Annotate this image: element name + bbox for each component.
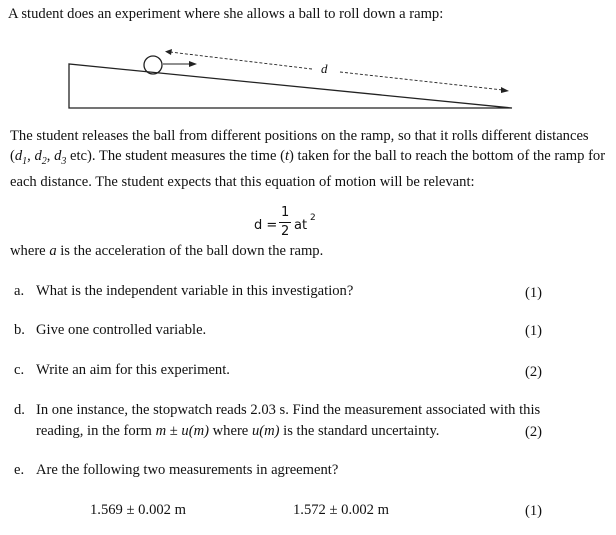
- question-a-text: What is the independent variable in this investigation?: [36, 283, 354, 299]
- equation-lhs: d =: [254, 218, 278, 233]
- fraction-numerator: 1: [281, 205, 290, 220]
- question-e-marks: (1): [524, 503, 542, 519]
- question-d-text-line2: reading, in the form m ± u(m) where u(m) is the standard uncertainty.: [36, 423, 440, 439]
- question-b-text: Give one controlled variable.: [36, 322, 207, 338]
- fraction-bar: [279, 222, 291, 223]
- question-a-label: a.: [14, 283, 25, 299]
- question-d-text: In one instance, the stopwatch reads 2.03 s. Find the measurement associated with this: [36, 402, 541, 418]
- velocity-arrowhead: [189, 61, 197, 67]
- ramp-diagram: [0, 40, 616, 120]
- ball: [144, 56, 162, 74]
- intro-text: A student does an experiment where she allows a ball to roll down a ramp:: [8, 6, 444, 22]
- question-d-label: d.: [14, 402, 25, 418]
- question-a-marks: (1): [524, 285, 542, 301]
- question-e-text: Are the following two measurements in agreement?: [36, 462, 339, 478]
- distance-line-right: [340, 72, 503, 90]
- equation-exponent: 2: [310, 213, 316, 223]
- question-b-marks: (1): [524, 323, 542, 339]
- where-text: where a is the acceleration of the ball down the ramp.: [10, 243, 324, 259]
- question-c-label: c.: [14, 362, 25, 378]
- ramp-triangle: [69, 64, 512, 108]
- measurement-2: 1.572 ± 0.002 m: [293, 502, 389, 518]
- question-e-label: e.: [14, 462, 25, 478]
- question-c-marks: (2): [524, 364, 542, 380]
- distance-arrowhead-left: [165, 49, 172, 55]
- measurement-1: 1.569 ± 0.002 m: [90, 502, 186, 518]
- question-d-marks: (2): [524, 424, 542, 440]
- question-b-label: b.: [14, 322, 25, 338]
- distance-arrowhead-right: [501, 87, 509, 93]
- fraction-denominator: 2: [281, 224, 290, 239]
- description-paragraph: The student releases the ball from different positions on the ramp, so that it rolls different distances ($d_1$, $d_2$, $d_3$ etc). The student measures the time (t) taken for the ball to reach the bottom of the ramp for each distance. The student expects that this equation of motion will be relevant:: [10, 128, 606, 190]
- equation-rhs: at: [294, 218, 308, 233]
- distance-line-left: [170, 52, 312, 69]
- distance-label: d: [321, 61, 328, 76]
- question-c-text: Write an aim for this experiment.: [36, 362, 230, 378]
